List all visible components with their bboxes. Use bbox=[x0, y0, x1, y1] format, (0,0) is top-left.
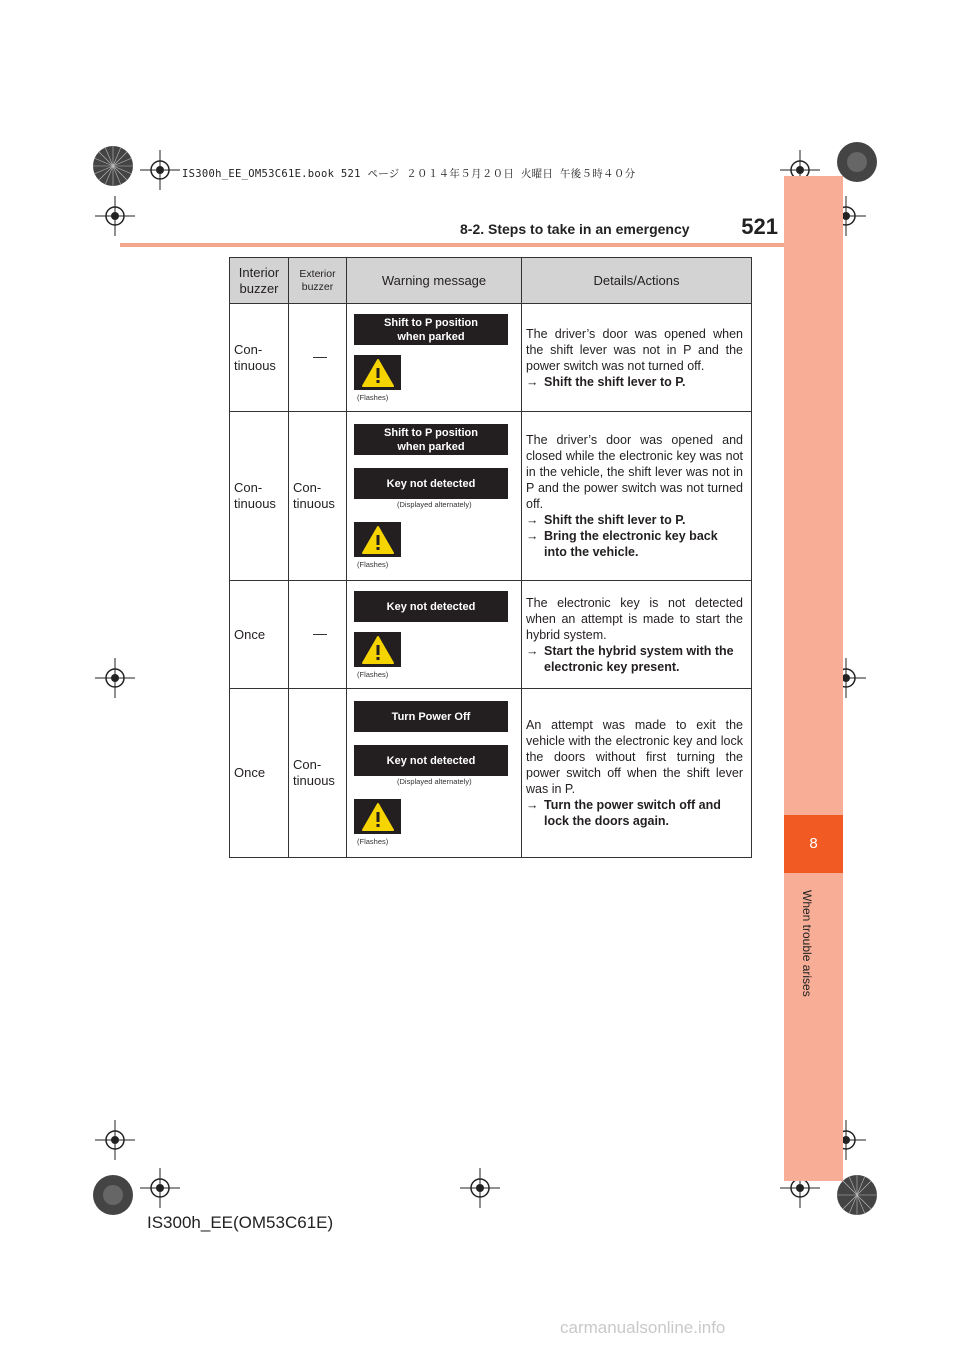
warning-message-cell bbox=[347, 412, 522, 581]
table-row bbox=[230, 412, 752, 581]
arrow-icon: → bbox=[526, 513, 539, 527]
arrow-icon: → bbox=[526, 374, 539, 389]
table-row bbox=[230, 581, 752, 689]
watermark: carmanualsonline.info bbox=[560, 1318, 726, 1337]
interior-buzzer-cell bbox=[230, 689, 289, 858]
action-text: Bring the electronic key back into the vehicle. bbox=[544, 529, 718, 559]
action-item bbox=[526, 643, 743, 675]
details-text: The driver’s door was opened and closed while the electronic key was not in the vehicle, the shift lever was not in P and the power switch was not turned off. bbox=[526, 433, 743, 511]
flashes-note: (Flashes) bbox=[357, 393, 389, 402]
interior-buzzer-cell bbox=[230, 412, 289, 581]
header-rule bbox=[120, 243, 784, 247]
page-number: 521 bbox=[741, 214, 778, 239]
warning-message-cell bbox=[347, 581, 522, 689]
display-message: Shift to P position when parked bbox=[354, 424, 508, 455]
arrow-icon: → bbox=[526, 798, 539, 812]
action-item bbox=[526, 797, 743, 829]
header-exterior-buzzer: Exterior buzzer bbox=[289, 258, 347, 304]
action-text: Start the hybrid system with the electronic key present. bbox=[544, 643, 734, 674]
header-warning-message: Warning message bbox=[347, 258, 522, 304]
crosshair-bottom-center bbox=[460, 1168, 500, 1208]
details-text: The driver’s door was opened when the shift lever was not in P and the power switch was not turned off. bbox=[526, 326, 743, 373]
interior-buzzer-cell bbox=[230, 304, 289, 412]
display-message: Key not detected bbox=[354, 745, 508, 776]
warning-triangle-icon bbox=[354, 522, 401, 557]
interior-buzzer-value: Con- tinuous bbox=[234, 341, 276, 373]
crosshair-left-lower bbox=[95, 1120, 135, 1160]
exterior-buzzer-cell bbox=[289, 304, 347, 412]
warning-triangle-icon bbox=[354, 632, 401, 667]
details-cell bbox=[522, 689, 752, 858]
display-note: (Displayed alternately) bbox=[397, 777, 472, 786]
document-code: IS300h_EE(OM53C61E) bbox=[147, 1213, 334, 1232]
header-interior-buzzer: Interior buzzer bbox=[230, 258, 289, 304]
exterior-buzzer-cell bbox=[289, 412, 347, 581]
interior-buzzer-value: Con- tinuous bbox=[234, 480, 276, 511]
registration-mark-bottom-left bbox=[88, 1170, 138, 1220]
details-cell bbox=[522, 304, 752, 412]
flashes-note: (Flashes) bbox=[357, 837, 389, 846]
exterior-buzzer-value: Con- tinuous bbox=[293, 757, 335, 788]
exterior-buzzer-value: Con- tinuous bbox=[293, 480, 335, 511]
crosshair-left-middle bbox=[95, 658, 135, 698]
side-tab-band bbox=[784, 176, 843, 1181]
details-text: An attempt was made to exit the vehicle with the electronic key and lock the doors without first turning the power switch off when the shift lever was in P. bbox=[526, 718, 743, 796]
crosshair-top-center bbox=[140, 150, 180, 190]
registration-mark-top-left bbox=[88, 141, 138, 191]
action-item bbox=[526, 528, 743, 560]
exterior-buzzer-cell bbox=[289, 581, 347, 689]
table-row bbox=[230, 689, 752, 858]
display-note: (Displayed alternately) bbox=[397, 500, 472, 509]
crosshair-left-upper bbox=[95, 196, 135, 236]
arrow-icon: → bbox=[526, 643, 539, 658]
warning-message-cell bbox=[347, 689, 522, 858]
warning-message-cell bbox=[347, 304, 522, 412]
action-text: Shift the shift lever to P. bbox=[544, 374, 686, 389]
action-text: Turn the power switch off and lock the doors again. bbox=[544, 798, 721, 828]
details-cell bbox=[522, 412, 752, 581]
warning-table bbox=[229, 257, 752, 858]
flashes-note: (Flashes) bbox=[357, 670, 389, 679]
arrow-icon: → bbox=[526, 529, 539, 543]
interior-buzzer-value: Once bbox=[234, 765, 266, 780]
warning-triangle-icon bbox=[354, 799, 401, 834]
exterior-buzzer-cell bbox=[289, 689, 347, 858]
action-item bbox=[526, 374, 743, 390]
table-row bbox=[230, 304, 752, 412]
chapter-number-tab[interactable]: 8 bbox=[784, 815, 843, 873]
display-message: Key not detected bbox=[354, 468, 508, 499]
no-buzzer-dash bbox=[313, 357, 327, 358]
details-text: The electronic key is not detected when an attempt is made to start the hybrid system. bbox=[526, 595, 743, 642]
action-item bbox=[526, 512, 743, 528]
action-text: Shift the shift lever to P. bbox=[544, 513, 686, 527]
crosshair-bottom-left bbox=[140, 1168, 180, 1208]
section-title: 8-2. Steps to take in an emergency bbox=[460, 221, 690, 237]
display-message: Key not detected bbox=[354, 591, 508, 622]
interior-buzzer-value: Once bbox=[234, 626, 266, 642]
book-file-line: IS300h_EE_OM53C61E.book 521 ページ ２０１４年５月２０日 火曜日 午後５時４０分 bbox=[182, 168, 636, 180]
no-buzzer-dash bbox=[313, 634, 327, 635]
display-message: Turn Power Off bbox=[354, 701, 508, 732]
header-details-actions: Details/Actions bbox=[522, 258, 752, 304]
details-cell bbox=[522, 581, 752, 689]
warning-triangle-icon bbox=[354, 355, 401, 390]
flashes-note: (Flashes) bbox=[357, 560, 389, 569]
interior-buzzer-cell bbox=[230, 581, 289, 689]
display-message: Shift to P position when parked bbox=[354, 314, 508, 345]
chapter-title-tab: When trouble arises bbox=[800, 890, 814, 997]
